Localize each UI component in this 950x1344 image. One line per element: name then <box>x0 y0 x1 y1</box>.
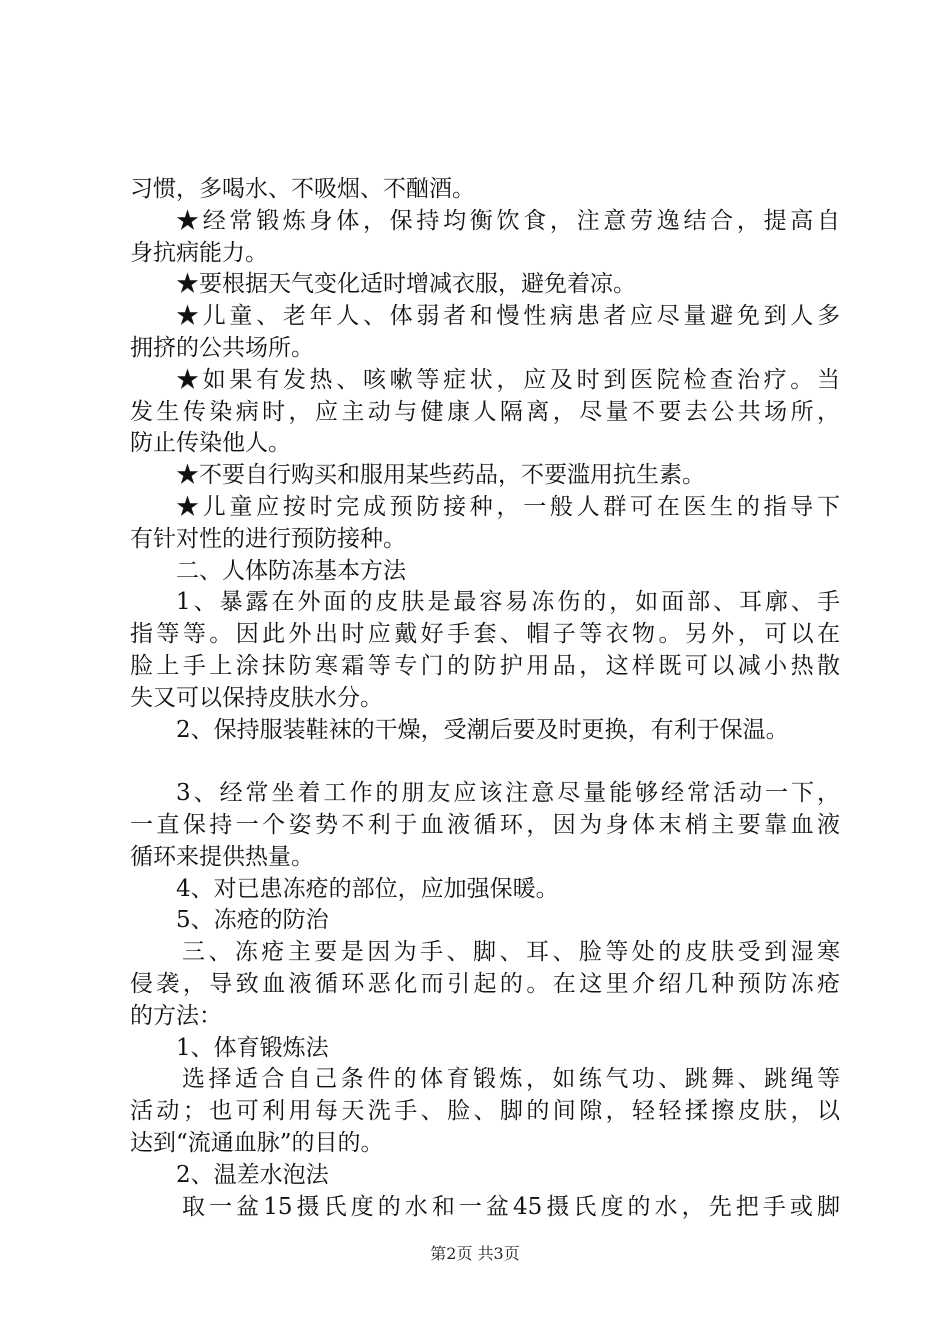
paragraph-gap <box>130 746 840 778</box>
text-line: ★不要自行购买和服用某些药品，不要滥用抗生素。 <box>176 462 705 489</box>
text-line: 活动；也可利用每天洗手、脸、脚的间隙，轻轻揉擦皮肤，以 <box>130 1098 840 1125</box>
page-number-footer: 第2页 共3页 <box>430 1244 520 1263</box>
text-line: ★儿童应按时完成预防接种，一般人群可在医生的指导下 <box>176 493 840 520</box>
text-line: 达到“流通血脉”的目的。 <box>130 1129 384 1156</box>
text-line: 有针对性的进行预防接种。 <box>130 525 406 552</box>
text-line: ★经常锻炼身体，保持均衡饮食，注意劳逸结合，提高自 <box>176 207 840 234</box>
text-line: 2、保持服装鞋袜的干燥，受潮后要及时更换，有利于保温。 <box>176 716 789 743</box>
document-body <box>130 174 840 1223</box>
text-line: 4、对已患冻疮的部位，应加强保暖。 <box>176 875 559 902</box>
subsection-heading: 1、体育锻炼法 <box>176 1034 329 1061</box>
section-heading: 二、人体防冻基本方法 <box>176 557 406 584</box>
section-heading: 三、冻疮主要是因为手、脚、耳、脸等处的皮肤受到湿寒 <box>182 939 840 966</box>
text-line: 拥挤的公共场所。 <box>130 334 314 361</box>
text-line: ★如果有发热、咳嗽等症状，应及时到医院检查治疗。当 <box>176 366 840 393</box>
text-line: 习惯，多喝水、不吸烟、不酗酒。 <box>130 176 475 202</box>
text-line: 3、经常坐着工作的朋友应该注意尽量能够经常活动一下， <box>176 780 840 807</box>
subsection-heading: 2、温差水泡法 <box>176 1161 329 1188</box>
text-line: 侵袭，导致血液循环恶化而引起的。在这里介绍几种预防冻疮 <box>130 970 840 997</box>
text-line: 的方法： <box>130 1002 222 1029</box>
text-line: 循环来提供热量。 <box>130 843 314 870</box>
text-line: 指等等。因此外出时应戴好手套、帽子等衣物。另外，可以在 <box>130 621 840 648</box>
text-line: 5、冻疮的防治 <box>176 907 329 934</box>
text-line: 脸上手上涂抹防寒霜等专门的防护用品，这样既可以减小热散 <box>130 652 840 679</box>
text-line: 发生传染病时，应主动与健康人隔离，尽量不要去公共场所， <box>130 398 840 425</box>
text-line: 防止传染他人。 <box>130 430 291 457</box>
text-line: 一直保持一个姿势不利于血液循环，因为身体末梢主要靠血液 <box>130 811 840 838</box>
text-line: 失又可以保持皮肤水分。 <box>130 684 383 711</box>
text-line: 身抗病能力。 <box>130 239 268 266</box>
text-line: 1、暴露在外面的皮肤是最容易冻伤的，如面部、耳廓、手 <box>176 589 840 616</box>
text-line: 取一盆15摄氏度的水和一盆45摄氏度的水，先把手或脚 <box>182 1193 840 1220</box>
text-line: 选择适合自己条件的体育锻炼，如练气功、跳舞、跳绳等 <box>182 1066 840 1093</box>
text-line: ★儿童、老年人、体弱者和慢性病患者应尽量避免到人多 <box>176 303 840 330</box>
text-line: ★要根据天气变化适时增减衣服，避免着凉。 <box>176 271 636 298</box>
